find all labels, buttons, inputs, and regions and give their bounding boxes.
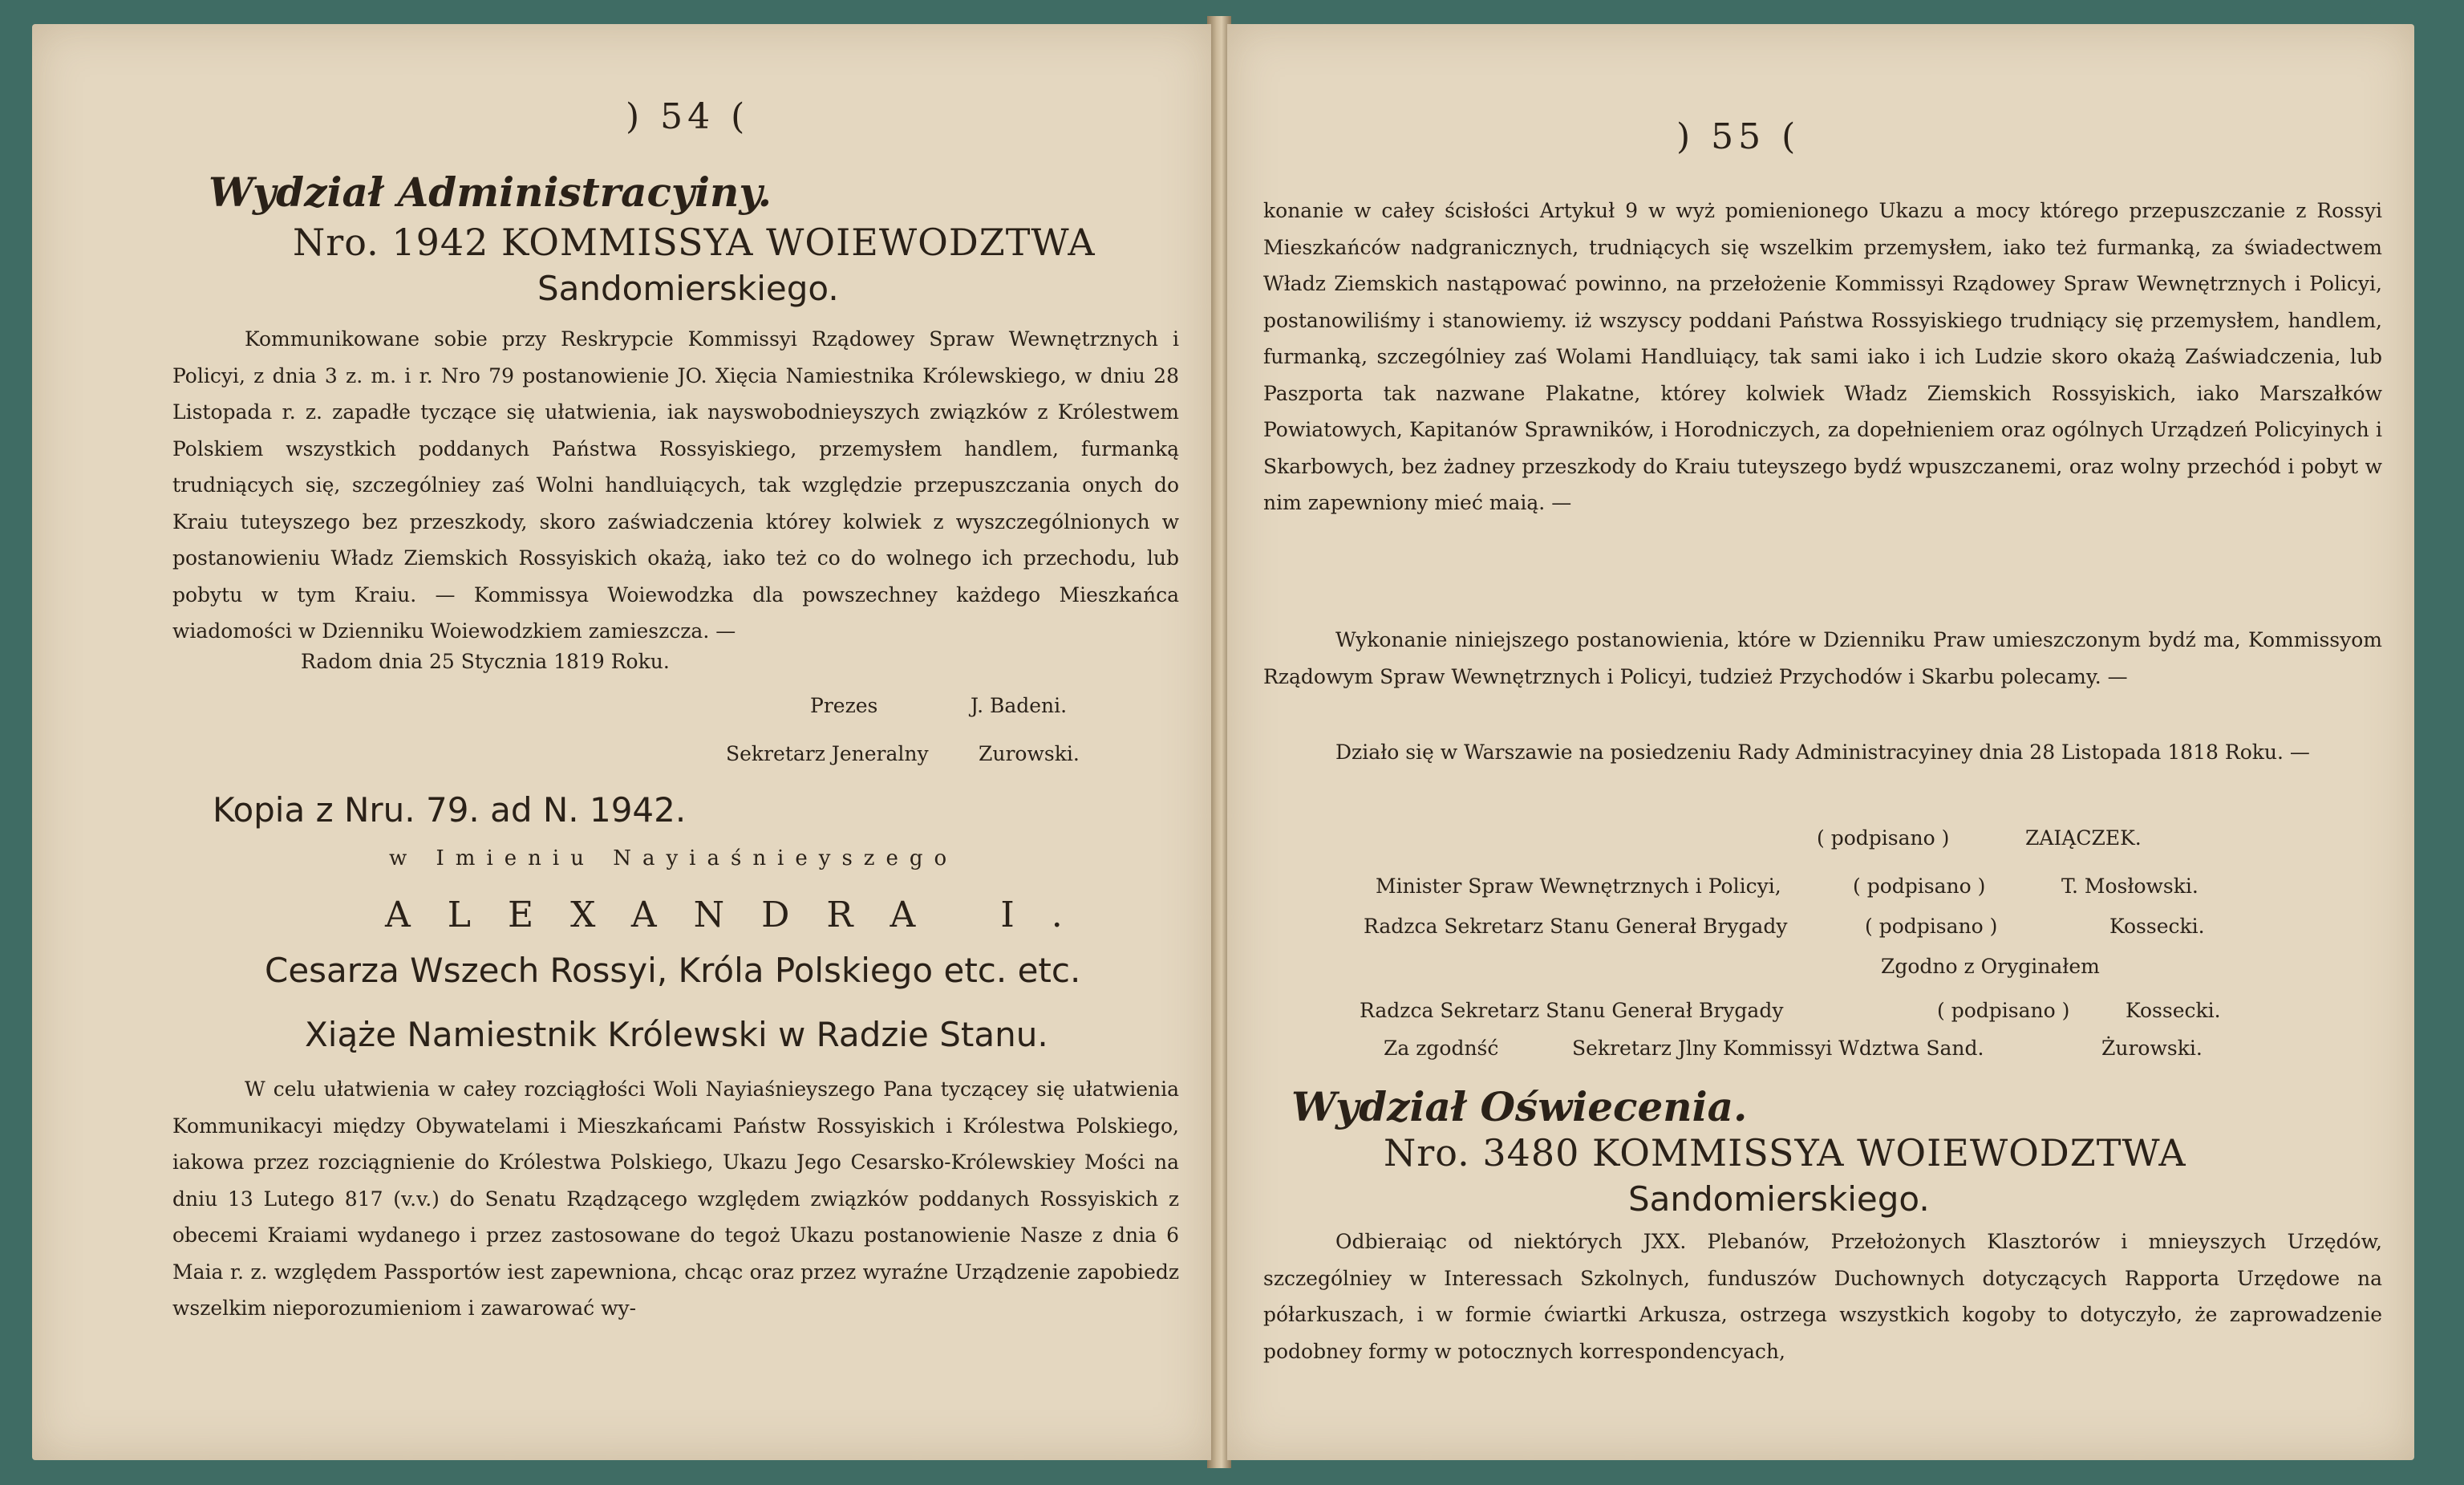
sig-e-left: Za zgodnść [1384, 1037, 1499, 1060]
sig-b-mid: ( podpisano ) [1853, 874, 1986, 898]
sig1-role: Prezes [810, 694, 878, 717]
sig2-name: Zurowski. [979, 742, 1080, 765]
sig-a-left: ( podpisano ) [1817, 826, 1950, 850]
heading-kommissya: Nro. 1942 KOMMISSYA WOIEWODZTWA [293, 221, 1096, 264]
sig-b-right: T. Mosłowski. [2061, 874, 2199, 898]
right-page [1227, 24, 2414, 1460]
sig-c-left: Radzca Sekretarz Stanu Generał Brygady [1364, 915, 1788, 938]
sig-d-mid: ( podpisano ) [1937, 999, 2070, 1022]
sig-b-left: Minister Spraw Wewnętrznych i Policyi, [1376, 874, 1781, 898]
w-imieniu: w Imieniu Nayiaśnieyszego [389, 846, 958, 870]
sig-e-right: Żurowski. [2101, 1037, 2203, 1060]
right-body-3: Działo się w Warszawie na posiedzeniu Rady Administracyiney dnia 28 Listopada 1818 Roku. — [1335, 740, 2310, 764]
section-oswiecenia: Wydział Oświecenia. [1291, 1083, 1748, 1130]
zgodno-z-oryginalem: Zgodno z Oryginałem [1881, 955, 2100, 978]
sig-c-mid: ( podpisano ) [1865, 915, 1998, 938]
alexandra: ALEXANDRA I. [385, 895, 1100, 935]
subheading-sandomierskiego-2: Sandomierskiego. [1628, 1179, 1930, 1219]
sig-e-mid: Sekretarz Jlny Kommissyi Wdztwa Sand. [1572, 1037, 1984, 1060]
left-body-2: W celu ułatwienia w całey rozciągłości Woli Nayiaśnieyszego Pana tyczącey się ułatwienia Kommunikacyi między Obywatelami i Mieszkańcami Państw Rossyiskich i Królestwa Polskiego, iakowa przez rozciągnienie do Królestwa Polskiego, Ukazu Jego Cesarsko-Królewskiey Mości na dniu 13 Lutego 817 (v.v.) do Senatu Rządzącego względem związków poddanych Rossyiskich z obecemi Kraiami wydanego i przez zastosowane do tegoż Ukazu postanowienie Nasze z dnia 6 Maia r. z. względem Passportów iest zapewniona, chcąc oraz przez wyraźne Urządzenie zapobiedz wszelkim nieporozumieniom i zawarować wy- [172, 1077, 1179, 1320]
sig-d-left: Radzca Sekretarz Stanu Generał Brygady [1360, 999, 1784, 1022]
xiaze-line: Xiąże Namiestnik Królewski w Radzie Stanu. [305, 1015, 1048, 1054]
date-radom: Radom dnia 25 Stycznia 1819 Roku. [301, 650, 670, 673]
page-number-55: ) 55 ( [1676, 116, 1801, 157]
heading-kommissya-2: Nro. 3480 KOMMISSYA WOIEWODZTWA [1384, 1131, 2186, 1175]
left-body-1: Kommunikowane sobie przy Reskrypcie Kommissyi Rządowey Spraw Wewnętrznych i Policyi, z dnia 3 z. m. i r. Nro 79 postanowienie JO. Xięcia Namiestnika Królewskiego, w dniu 28 Listopada r. z. zapadłe tyczące się ułatwienia, iak nayswobodnieyszych związków z Królestwem Polskiem wszystkich poddanych Państwa Rossyiskiego, przemysłem handlem, furmanką trudniących się, szczególniey zaś Wolni handluiących, tak względzie przepuszczania onych do Kraiu tuteyszego bez przeszkody, skoro zaświadczenia którey kolwiek z wyszczególnionych w postanowieniu Władz Ziemskich Rossyiskich okażą, iako też co do wolnego ich przechodu, lub pobytu w tym Kraiu. — Kommissya Woiewodzka dla powszechney każdego Mieszkańca wiadomości w Dzienniku Woiewodzkiem zamieszcza. — [172, 327, 1179, 643]
sig2-role: Sekretarz Jeneralny [726, 742, 929, 765]
section-administracyiny: Wydział Administracyiny. [209, 168, 772, 216]
kopia-line: Kopia z Nru. 79. ad N. 1942. [213, 790, 687, 830]
right-body-2: Wykonanie niniejszego postanowienia, które w Dzienniku Praw umieszczonym bydź ma, Kommissyom Rządowym Spraw Wewnętrznych i Policyi, tudzież Przychodów i Skarbu polecamy. — [1263, 628, 2382, 688]
sig1-name: J. Badeni. [971, 694, 1068, 717]
right-body-1: konanie w całey ścisłości Artykuł 9 w wyż pomienionego Ukazu a mocy którego przepuszczanie z Rossyi Mieszkańców nadgranicznych, trudniących się wszelkim przemysłem, iako też furmanką, za świadectwem Władz Ziemskich nastąpować powinno, na przełożenie Kommissyi Rządowey Spraw Wewnętrznych i Policyi, postanowiliśmy i stanowiemy. iż wszyscy poddani Państwa Rossyiskiego trudniący się przemysłem, handlem, furmanką, szczególniey zaś Wolami Handluiący, tak sami iako i ich Ludzie skoro okażą Zaświadczenia, lub Paszporta tak nazwane Plakatne, którey kolwiek Władz Ziemskich Rossyiskich, iako Marszałków Powiatowych, Kapitanów Sprawników, i Horodniczych, za dopełnieniem oraz ogólnych Urządzeń Policyinych i Skarbowych, bez żadney przeszkody do Kraiu tuteyszego bydź wpuszczanemi, oraz wolny przechód i pobyt w nim zapewniony mieć maią. — [1263, 199, 2382, 514]
cesarza-line: Cesarza Wszech Rossyi, Króla Polskiego etc. etc. [265, 951, 1081, 990]
sig-c-right: Kossecki. [2109, 915, 2205, 938]
left-page [32, 24, 1211, 1460]
right-body-4: Odbieraiąc od niektórych JXX. Plebanów, Przełożonych Klasztorów i mnieyszych Urzędów, szczególniey w Interessach Szkolnych, funduszów Duchownych dotyczących Rapporta Urzędowe na półarkuszach, i w formie ćwiartki Arkusza, ostrzega wszystkich kogoby to dotyczyło, że zaprowadzenie podobney formy w potocznych korrespondencyach, [1263, 1230, 2382, 1363]
sig-a-right: ZAIĄCZEK. [2025, 826, 2142, 850]
sig-d-right: Kossecki. [2126, 999, 2221, 1022]
subheading-sandomierskiego: Sandomierskiego. [537, 269, 839, 308]
page-number-54: ) 54 ( [626, 96, 750, 137]
